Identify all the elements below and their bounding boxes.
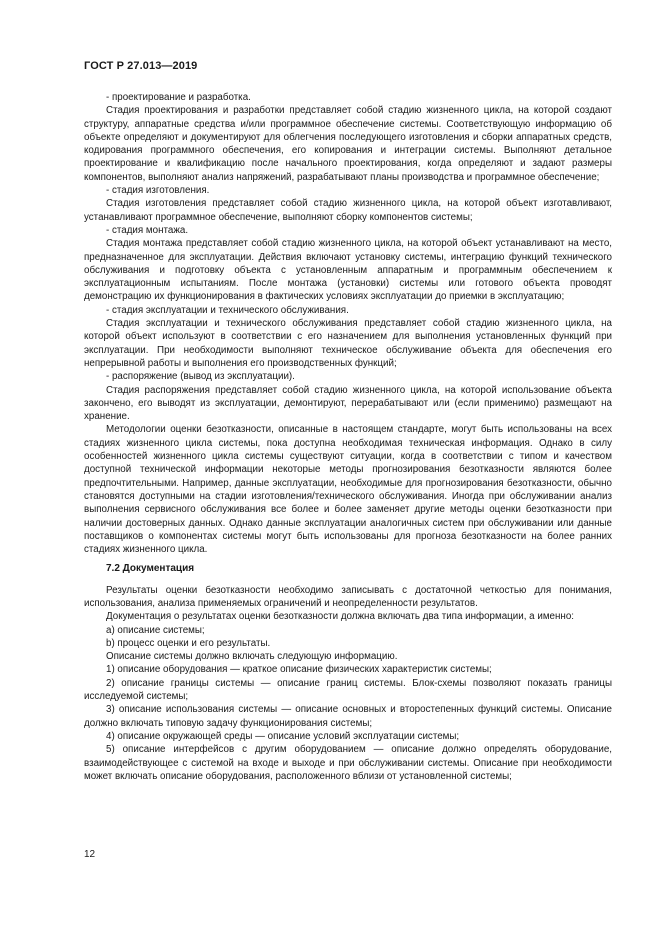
list-item: b) процесс оценки и его результаты.	[106, 637, 271, 649]
paragraph: Методологии оценки безотказности, описанные в настоящем стандарте, могут быть использованы на всех стадиях жизненного цикла системы, пока доступна необходимая техническая информация. Однако в силу особенностей жизненного цикла системы существуют ситуации, когда в соответствии с типом и качеством доступной технической информации некоторые методы прогнозирования безотказности являются более предпочтительными. Например, данные эксплуатации, необходимые для прогнозирования безотказности, обычно становятся доступными на стадии изготовления/технического обслуживания. Иногда при обслуживании анализ выполнения сервисного обслуживания все более и более заменяет другие методы оценки безотказности при наличии достоверных данных. Однако данные эксплуатации аналогичных систем при обслуживании или данные поставщиков о компонентах системы могут быть использованы для прогноза безотказности на более ранних стадиях жизненного цикла.	[84, 424, 612, 556]
paragraph: - стадия монтажа.	[106, 224, 189, 236]
list-item: 4) описание окружающей среды — описание условий эксплуатации системы;	[106, 730, 460, 742]
paragraph: - распоряжение (вывод из эксплуатации).	[106, 371, 295, 383]
paragraph: Описание системы должно включать следующую информацию.	[106, 651, 398, 663]
paragraph: Стадия проектирования и разработки представляет собой стадию жизненного цикла, на которой создают структуру, аппаратные средства и/или программное обеспечение системы. Соответствующую информацию об объекте определяют и документируют для облегчения последующего изготовления и сборки аппаратных средств, кодирования программного обеспечения, его копирования и интеграции системы. Выполняют детальное проектирование и квалификацию после начального проектирования, когда определяют и задают размеры компонентов, выполняют анализ напряжений, разрабатывают планы производства и программное обеспечение;	[84, 105, 612, 183]
paragraph: Стадия эксплуатации и технического обслуживания представляет собой стадию жизненного цикла, на которой объект используют в соответствии с его назначением для выполнения установленных функций при эксплуатации. При необходимости выполняют техническое обслуживание объекта для обеспечения его непрерывной работы и выполнения его производственных функций;	[84, 318, 612, 369]
paragraph: Документация о результатах оценки безотказности должна включать два типа информации, а именно:	[106, 611, 574, 623]
list-item: 2) описание границы системы — описание границ системы. Блок-схемы позволяют показать границы исследуемой системы;	[84, 677, 612, 703]
page-number: 12	[84, 849, 96, 860]
paragraph: - стадия изготовления.	[106, 185, 210, 197]
list-item: a) описание системы;	[106, 624, 205, 636]
paragraph: Результаты оценки безотказности необходимо записывать с достаточной четкостью для понимания, использования, анализа применяемых ограничений и неопределенности результатов.	[84, 584, 612, 609]
document-header: ГОСТ Р 27.013—2019	[84, 60, 198, 72]
document-body	[84, 91, 612, 783]
paragraph: - стадия эксплуатации и технического обслуживания.	[106, 304, 349, 316]
paragraph: Стадия изготовления представляет собой стадию жизненного цикла, на которой объект изготавливают, устанавливают программное обеспечение, выполняют сборку компонентов системы;	[84, 198, 612, 223]
section-heading: 7.2 Документация	[106, 563, 195, 575]
list-item: 3) описание использования системы — описание основных и второстепенных функций системы. Описание должно включать типовую задачу функционирования системы;	[84, 704, 612, 729]
list-item: 5) описание интерфейсов с другим оборудованием — описание должно определять оборудование, взаимодействующее с системой на входе и выходе и при обслуживании системы. Описание при необходимости может включать описание оборудования, расположенного вблизи от установленной системы;	[84, 744, 612, 782]
paragraph: - проектирование и разработка.	[106, 92, 251, 103]
paragraph: Стадия монтажа представляет собой стадию жизненного цикла, на которой объект устанавливают на место, предназначенное для эксплуатации. Действия включают установку системы, интеграцию функций технического обслуживания и подготовку объекта с установленным аппаратным и программным обеспечением к эксплуатационным испытаниям. После монтажа (установки) системы или готового объекта проводят демонстрацию их функционирования в фактических условиях эксплуатации до приемки в эксплуатацию;	[84, 238, 612, 303]
paragraph: Стадия распоряжения представляет собой стадию жизненного цикла, на которой использование объекта закончено, его выводят из эксплуатации, демонтируют, перерабатывают или (если применимо) размещают на хранение.	[84, 384, 612, 423]
list-item: 1) описание оборудования — краткое описание физических характеристик системы;	[106, 664, 492, 676]
